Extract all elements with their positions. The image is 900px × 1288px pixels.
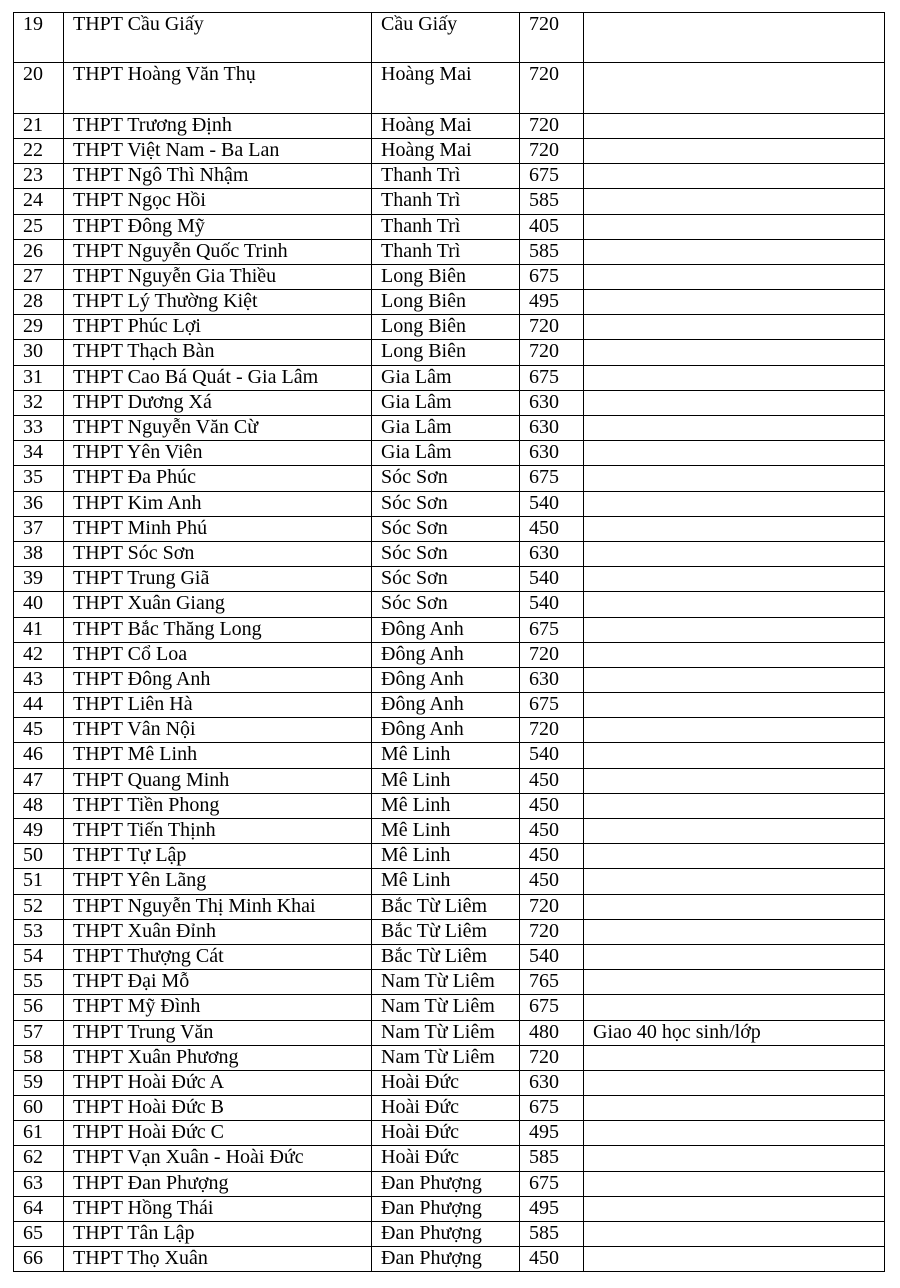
note-cell — [584, 13, 885, 63]
table-row — [14, 138, 885, 163]
note-cell — [584, 995, 885, 1020]
note-cell: Giao 40 học sinh/lớp — [584, 1020, 885, 1045]
table-row — [14, 13, 885, 63]
row-number-cell: 66 — [14, 1247, 64, 1272]
table-row — [14, 264, 885, 289]
school-name-cell: THPT Ngọc Hồi — [64, 189, 372, 214]
row-number-cell: 52 — [14, 894, 64, 919]
district-cell: Thanh Trì — [372, 189, 520, 214]
school-name-cell: THPT Đông Mỹ — [64, 214, 372, 239]
table-row — [14, 315, 885, 340]
quota-cell: 720 — [520, 113, 584, 138]
quota-cell: 720 — [520, 642, 584, 667]
quota-cell: 630 — [520, 416, 584, 441]
district-cell: Long Biên — [372, 290, 520, 315]
district-cell: Gia Lâm — [372, 390, 520, 415]
table-row — [14, 1146, 885, 1171]
district-cell: Cầu Giấy — [372, 13, 520, 63]
school-name-cell: THPT Minh Phú — [64, 516, 372, 541]
school-name-cell: THPT Trung Giã — [64, 567, 372, 592]
district-cell: Sóc Sơn — [372, 592, 520, 617]
table-row — [14, 1222, 885, 1247]
district-cell: Bắc Từ Liêm — [372, 894, 520, 919]
note-cell — [584, 264, 885, 289]
table-row — [14, 290, 885, 315]
school-name-cell: THPT Đa Phúc — [64, 466, 372, 491]
school-name-cell: THPT Phúc Lợi — [64, 315, 372, 340]
school-name-cell: THPT Thọ Xuân — [64, 1247, 372, 1272]
school-name-cell: THPT Quang Minh — [64, 768, 372, 793]
row-number-cell: 30 — [14, 340, 64, 365]
row-number-cell: 47 — [14, 768, 64, 793]
district-cell: Mê Linh — [372, 768, 520, 793]
quota-cell: 585 — [520, 239, 584, 264]
note-cell — [584, 718, 885, 743]
note-cell — [584, 970, 885, 995]
note-cell — [584, 592, 885, 617]
quota-cell: 675 — [520, 466, 584, 491]
row-number-cell: 44 — [14, 693, 64, 718]
note-cell — [584, 441, 885, 466]
district-cell: Hoài Đức — [372, 1070, 520, 1095]
table-row — [14, 1070, 885, 1095]
row-number-cell: 45 — [14, 718, 64, 743]
note-cell — [584, 63, 885, 113]
school-name-cell: THPT Bắc Thăng Long — [64, 617, 372, 642]
note-cell — [584, 516, 885, 541]
district-cell: Đông Anh — [372, 642, 520, 667]
note-cell — [584, 290, 885, 315]
school-name-cell: THPT Cao Bá Quát - Gia Lâm — [64, 365, 372, 390]
district-cell: Long Biên — [372, 315, 520, 340]
note-cell — [584, 1121, 885, 1146]
note-cell — [584, 844, 885, 869]
district-cell: Bắc Từ Liêm — [372, 944, 520, 969]
row-number-cell: 46 — [14, 743, 64, 768]
note-cell — [584, 819, 885, 844]
school-name-cell: THPT Trung Văn — [64, 1020, 372, 1045]
quota-cell: 720 — [520, 315, 584, 340]
school-quota-table — [13, 12, 885, 1272]
row-number-cell: 26 — [14, 239, 64, 264]
note-cell — [584, 743, 885, 768]
row-number-cell: 63 — [14, 1171, 64, 1196]
quota-cell: 450 — [520, 768, 584, 793]
quota-cell: 450 — [520, 869, 584, 894]
district-cell: Thanh Trì — [372, 214, 520, 239]
table-row — [14, 365, 885, 390]
district-cell: Đan Phượng — [372, 1222, 520, 1247]
note-cell — [584, 944, 885, 969]
row-number-cell: 38 — [14, 541, 64, 566]
district-cell: Mê Linh — [372, 844, 520, 869]
note-cell — [584, 365, 885, 390]
district-cell: Đan Phượng — [372, 1196, 520, 1221]
school-name-cell: THPT Dương Xá — [64, 390, 372, 415]
quota-cell: 720 — [520, 894, 584, 919]
district-cell: Hoàng Mai — [372, 63, 520, 113]
table-row — [14, 592, 885, 617]
school-name-cell: THPT Yên Lãng — [64, 869, 372, 894]
quota-cell: 675 — [520, 1171, 584, 1196]
table-row — [14, 567, 885, 592]
school-name-cell: THPT Thạch Bàn — [64, 340, 372, 365]
note-cell — [584, 693, 885, 718]
quota-cell: 675 — [520, 264, 584, 289]
row-number-cell: 48 — [14, 793, 64, 818]
table-row — [14, 970, 885, 995]
quota-cell: 720 — [520, 138, 584, 163]
district-cell: Sóc Sơn — [372, 466, 520, 491]
table-row — [14, 416, 885, 441]
table-row — [14, 693, 885, 718]
district-cell: Hoàng Mai — [372, 138, 520, 163]
table-row — [14, 718, 885, 743]
school-name-cell: THPT Ngô Thì Nhậm — [64, 164, 372, 189]
row-number-cell: 49 — [14, 819, 64, 844]
table-body — [14, 13, 885, 1272]
row-number-cell: 41 — [14, 617, 64, 642]
row-number-cell: 51 — [14, 869, 64, 894]
row-number-cell: 35 — [14, 466, 64, 491]
row-number-cell: 33 — [14, 416, 64, 441]
district-cell: Hoài Đức — [372, 1121, 520, 1146]
quota-cell: 765 — [520, 970, 584, 995]
quota-cell: 495 — [520, 1121, 584, 1146]
row-number-cell: 42 — [14, 642, 64, 667]
school-name-cell: THPT Đan Phượng — [64, 1171, 372, 1196]
school-name-cell: THPT Tiền Phong — [64, 793, 372, 818]
note-cell — [584, 1096, 885, 1121]
school-name-cell: THPT Hoài Đức B — [64, 1096, 372, 1121]
district-cell: Mê Linh — [372, 793, 520, 818]
school-name-cell: THPT Đại Mỗ — [64, 970, 372, 995]
table-row — [14, 1196, 885, 1221]
table-row — [14, 1096, 885, 1121]
note-cell — [584, 1070, 885, 1095]
district-cell: Bắc Từ Liêm — [372, 919, 520, 944]
district-cell: Nam Từ Liêm — [372, 970, 520, 995]
district-cell: Sóc Sơn — [372, 491, 520, 516]
quota-cell: 540 — [520, 944, 584, 969]
school-name-cell: THPT Vạn Xuân - Hoài Đức — [64, 1146, 372, 1171]
quota-cell: 585 — [520, 1146, 584, 1171]
table-row — [14, 113, 885, 138]
row-number-cell: 64 — [14, 1196, 64, 1221]
row-number-cell: 65 — [14, 1222, 64, 1247]
quota-cell: 540 — [520, 567, 584, 592]
school-name-cell: THPT Tân Lập — [64, 1222, 372, 1247]
district-cell: Đan Phượng — [372, 1171, 520, 1196]
school-name-cell: THPT Mê Linh — [64, 743, 372, 768]
row-number-cell: 23 — [14, 164, 64, 189]
school-name-cell: THPT Nguyễn Văn Cừ — [64, 416, 372, 441]
table-row — [14, 667, 885, 692]
quota-cell: 720 — [520, 340, 584, 365]
table-row — [14, 944, 885, 969]
quota-cell: 720 — [520, 718, 584, 743]
row-number-cell: 29 — [14, 315, 64, 340]
quota-cell: 450 — [520, 844, 584, 869]
school-name-cell: THPT Thượng Cát — [64, 944, 372, 969]
district-cell: Gia Lâm — [372, 416, 520, 441]
table-row — [14, 466, 885, 491]
quota-cell: 675 — [520, 164, 584, 189]
district-cell: Đan Phượng — [372, 1247, 520, 1272]
school-name-cell: THPT Việt Nam - Ba Lan — [64, 138, 372, 163]
school-name-cell: THPT Hồng Thái — [64, 1196, 372, 1221]
district-cell: Đông Anh — [372, 693, 520, 718]
district-cell: Nam Từ Liêm — [372, 1045, 520, 1070]
district-cell: Đông Anh — [372, 617, 520, 642]
quota-cell: 450 — [520, 516, 584, 541]
note-cell — [584, 164, 885, 189]
quota-cell: 720 — [520, 919, 584, 944]
row-number-cell: 58 — [14, 1045, 64, 1070]
school-name-cell: THPT Đông Anh — [64, 667, 372, 692]
note-cell — [584, 1045, 885, 1070]
table-row — [14, 340, 885, 365]
table-row — [14, 1045, 885, 1070]
row-number-cell: 34 — [14, 441, 64, 466]
note-cell — [584, 1247, 885, 1272]
table-row — [14, 642, 885, 667]
note-cell — [584, 390, 885, 415]
row-number-cell: 61 — [14, 1121, 64, 1146]
row-number-cell: 62 — [14, 1146, 64, 1171]
row-number-cell: 50 — [14, 844, 64, 869]
note-cell — [584, 416, 885, 441]
note-cell — [584, 768, 885, 793]
table-row — [14, 214, 885, 239]
note-cell — [584, 793, 885, 818]
row-number-cell: 57 — [14, 1020, 64, 1045]
table-row — [14, 995, 885, 1020]
table-row — [14, 768, 885, 793]
quota-cell: 630 — [520, 390, 584, 415]
district-cell: Mê Linh — [372, 819, 520, 844]
quota-cell: 675 — [520, 1096, 584, 1121]
note-cell — [584, 315, 885, 340]
school-name-cell: THPT Cổ Loa — [64, 642, 372, 667]
table-row — [14, 819, 885, 844]
note-cell — [584, 466, 885, 491]
table-row — [14, 239, 885, 264]
quota-cell: 630 — [520, 1070, 584, 1095]
note-cell — [584, 617, 885, 642]
district-cell: Sóc Sơn — [372, 516, 520, 541]
note-cell — [584, 1171, 885, 1196]
note-cell — [584, 239, 885, 264]
table-row — [14, 1020, 885, 1045]
table-row — [14, 390, 885, 415]
table-row — [14, 1121, 885, 1146]
row-number-cell: 24 — [14, 189, 64, 214]
quota-cell: 675 — [520, 995, 584, 1020]
quota-cell: 495 — [520, 290, 584, 315]
quota-cell: 675 — [520, 365, 584, 390]
district-cell: Nam Từ Liêm — [372, 995, 520, 1020]
note-cell — [584, 113, 885, 138]
row-number-cell: 19 — [14, 13, 64, 63]
quota-cell: 495 — [520, 1196, 584, 1221]
district-cell: Sóc Sơn — [372, 541, 520, 566]
quota-cell: 630 — [520, 667, 584, 692]
table-row — [14, 1171, 885, 1196]
district-cell: Mê Linh — [372, 869, 520, 894]
school-name-cell: THPT Xuân Đỉnh — [64, 919, 372, 944]
school-name-cell: THPT Mỹ Đình — [64, 995, 372, 1020]
table-row — [14, 491, 885, 516]
note-cell — [584, 138, 885, 163]
row-number-cell: 25 — [14, 214, 64, 239]
row-number-cell: 32 — [14, 390, 64, 415]
district-cell: Nam Từ Liêm — [372, 1020, 520, 1045]
school-name-cell: THPT Hoài Đức A — [64, 1070, 372, 1095]
quota-cell: 720 — [520, 1045, 584, 1070]
school-name-cell: THPT Hoài Đức C — [64, 1121, 372, 1146]
quota-cell: 405 — [520, 214, 584, 239]
school-name-cell: THPT Trương Định — [64, 113, 372, 138]
school-name-cell: THPT Cầu Giấy — [64, 13, 372, 63]
note-cell — [584, 189, 885, 214]
quota-cell: 540 — [520, 743, 584, 768]
district-cell: Gia Lâm — [372, 441, 520, 466]
school-name-cell: THPT Lý Thường Kiệt — [64, 290, 372, 315]
note-cell — [584, 491, 885, 516]
school-name-cell: THPT Nguyễn Gia Thiều — [64, 264, 372, 289]
district-cell: Sóc Sơn — [372, 567, 520, 592]
school-name-cell: THPT Xuân Giang — [64, 592, 372, 617]
row-number-cell: 20 — [14, 63, 64, 113]
row-number-cell: 54 — [14, 944, 64, 969]
school-name-cell: THPT Sóc Sơn — [64, 541, 372, 566]
note-cell — [584, 340, 885, 365]
row-number-cell: 56 — [14, 995, 64, 1020]
table-row — [14, 894, 885, 919]
quota-cell: 450 — [520, 1247, 584, 1272]
table-row — [14, 743, 885, 768]
quota-cell: 450 — [520, 793, 584, 818]
row-number-cell: 31 — [14, 365, 64, 390]
quota-cell: 675 — [520, 617, 584, 642]
note-cell — [584, 642, 885, 667]
note-cell — [584, 1222, 885, 1247]
row-number-cell: 27 — [14, 264, 64, 289]
row-number-cell: 28 — [14, 290, 64, 315]
table-row — [14, 516, 885, 541]
row-number-cell: 36 — [14, 491, 64, 516]
quota-cell: 450 — [520, 819, 584, 844]
table-row — [14, 869, 885, 894]
school-name-cell: THPT Tự Lập — [64, 844, 372, 869]
table-row — [14, 441, 885, 466]
quota-cell: 585 — [520, 189, 584, 214]
table-row — [14, 189, 885, 214]
district-cell: Đông Anh — [372, 718, 520, 743]
note-cell — [584, 869, 885, 894]
district-cell: Long Biên — [372, 340, 520, 365]
note-cell — [584, 1146, 885, 1171]
quota-cell: 720 — [520, 63, 584, 113]
school-name-cell: THPT Nguyễn Quốc Trinh — [64, 239, 372, 264]
table-row — [14, 1247, 885, 1272]
table-row — [14, 844, 885, 869]
district-cell: Long Biên — [372, 264, 520, 289]
note-cell — [584, 667, 885, 692]
district-cell: Hoài Đức — [372, 1096, 520, 1121]
note-cell — [584, 1196, 885, 1221]
quota-cell: 585 — [520, 1222, 584, 1247]
school-name-cell: THPT Hoàng Văn Thụ — [64, 63, 372, 113]
table-row — [14, 617, 885, 642]
row-number-cell: 59 — [14, 1070, 64, 1095]
row-number-cell: 39 — [14, 567, 64, 592]
row-number-cell: 40 — [14, 592, 64, 617]
note-cell — [584, 214, 885, 239]
row-number-cell: 22 — [14, 138, 64, 163]
quota-cell: 540 — [520, 491, 584, 516]
row-number-cell: 53 — [14, 919, 64, 944]
note-cell — [584, 919, 885, 944]
row-number-cell: 55 — [14, 970, 64, 995]
district-cell: Gia Lâm — [372, 365, 520, 390]
school-name-cell: THPT Kim Anh — [64, 491, 372, 516]
row-number-cell: 60 — [14, 1096, 64, 1121]
district-cell: Hoàng Mai — [372, 113, 520, 138]
table-row — [14, 793, 885, 818]
district-cell: Mê Linh — [372, 743, 520, 768]
school-name-cell: THPT Tiến Thịnh — [64, 819, 372, 844]
row-number-cell: 37 — [14, 516, 64, 541]
note-cell — [584, 894, 885, 919]
row-number-cell: 43 — [14, 667, 64, 692]
quota-cell: 480 — [520, 1020, 584, 1045]
district-cell: Thanh Trì — [372, 164, 520, 189]
school-name-cell: THPT Nguyễn Thị Minh Khai — [64, 894, 372, 919]
school-name-cell: THPT Liên Hà — [64, 693, 372, 718]
district-cell: Đông Anh — [372, 667, 520, 692]
table-row — [14, 63, 885, 113]
table-row — [14, 541, 885, 566]
school-name-cell: THPT Xuân Phương — [64, 1045, 372, 1070]
quota-cell: 540 — [520, 592, 584, 617]
note-cell — [584, 541, 885, 566]
table-row — [14, 919, 885, 944]
quota-cell: 630 — [520, 541, 584, 566]
quota-cell: 720 — [520, 13, 584, 63]
note-cell — [584, 567, 885, 592]
quota-cell: 630 — [520, 441, 584, 466]
school-name-cell: THPT Vân Nội — [64, 718, 372, 743]
district-cell: Hoài Đức — [372, 1146, 520, 1171]
district-cell: Thanh Trì — [372, 239, 520, 264]
table-row — [14, 164, 885, 189]
quota-cell: 675 — [520, 693, 584, 718]
row-number-cell: 21 — [14, 113, 64, 138]
school-name-cell: THPT Yên Viên — [64, 441, 372, 466]
